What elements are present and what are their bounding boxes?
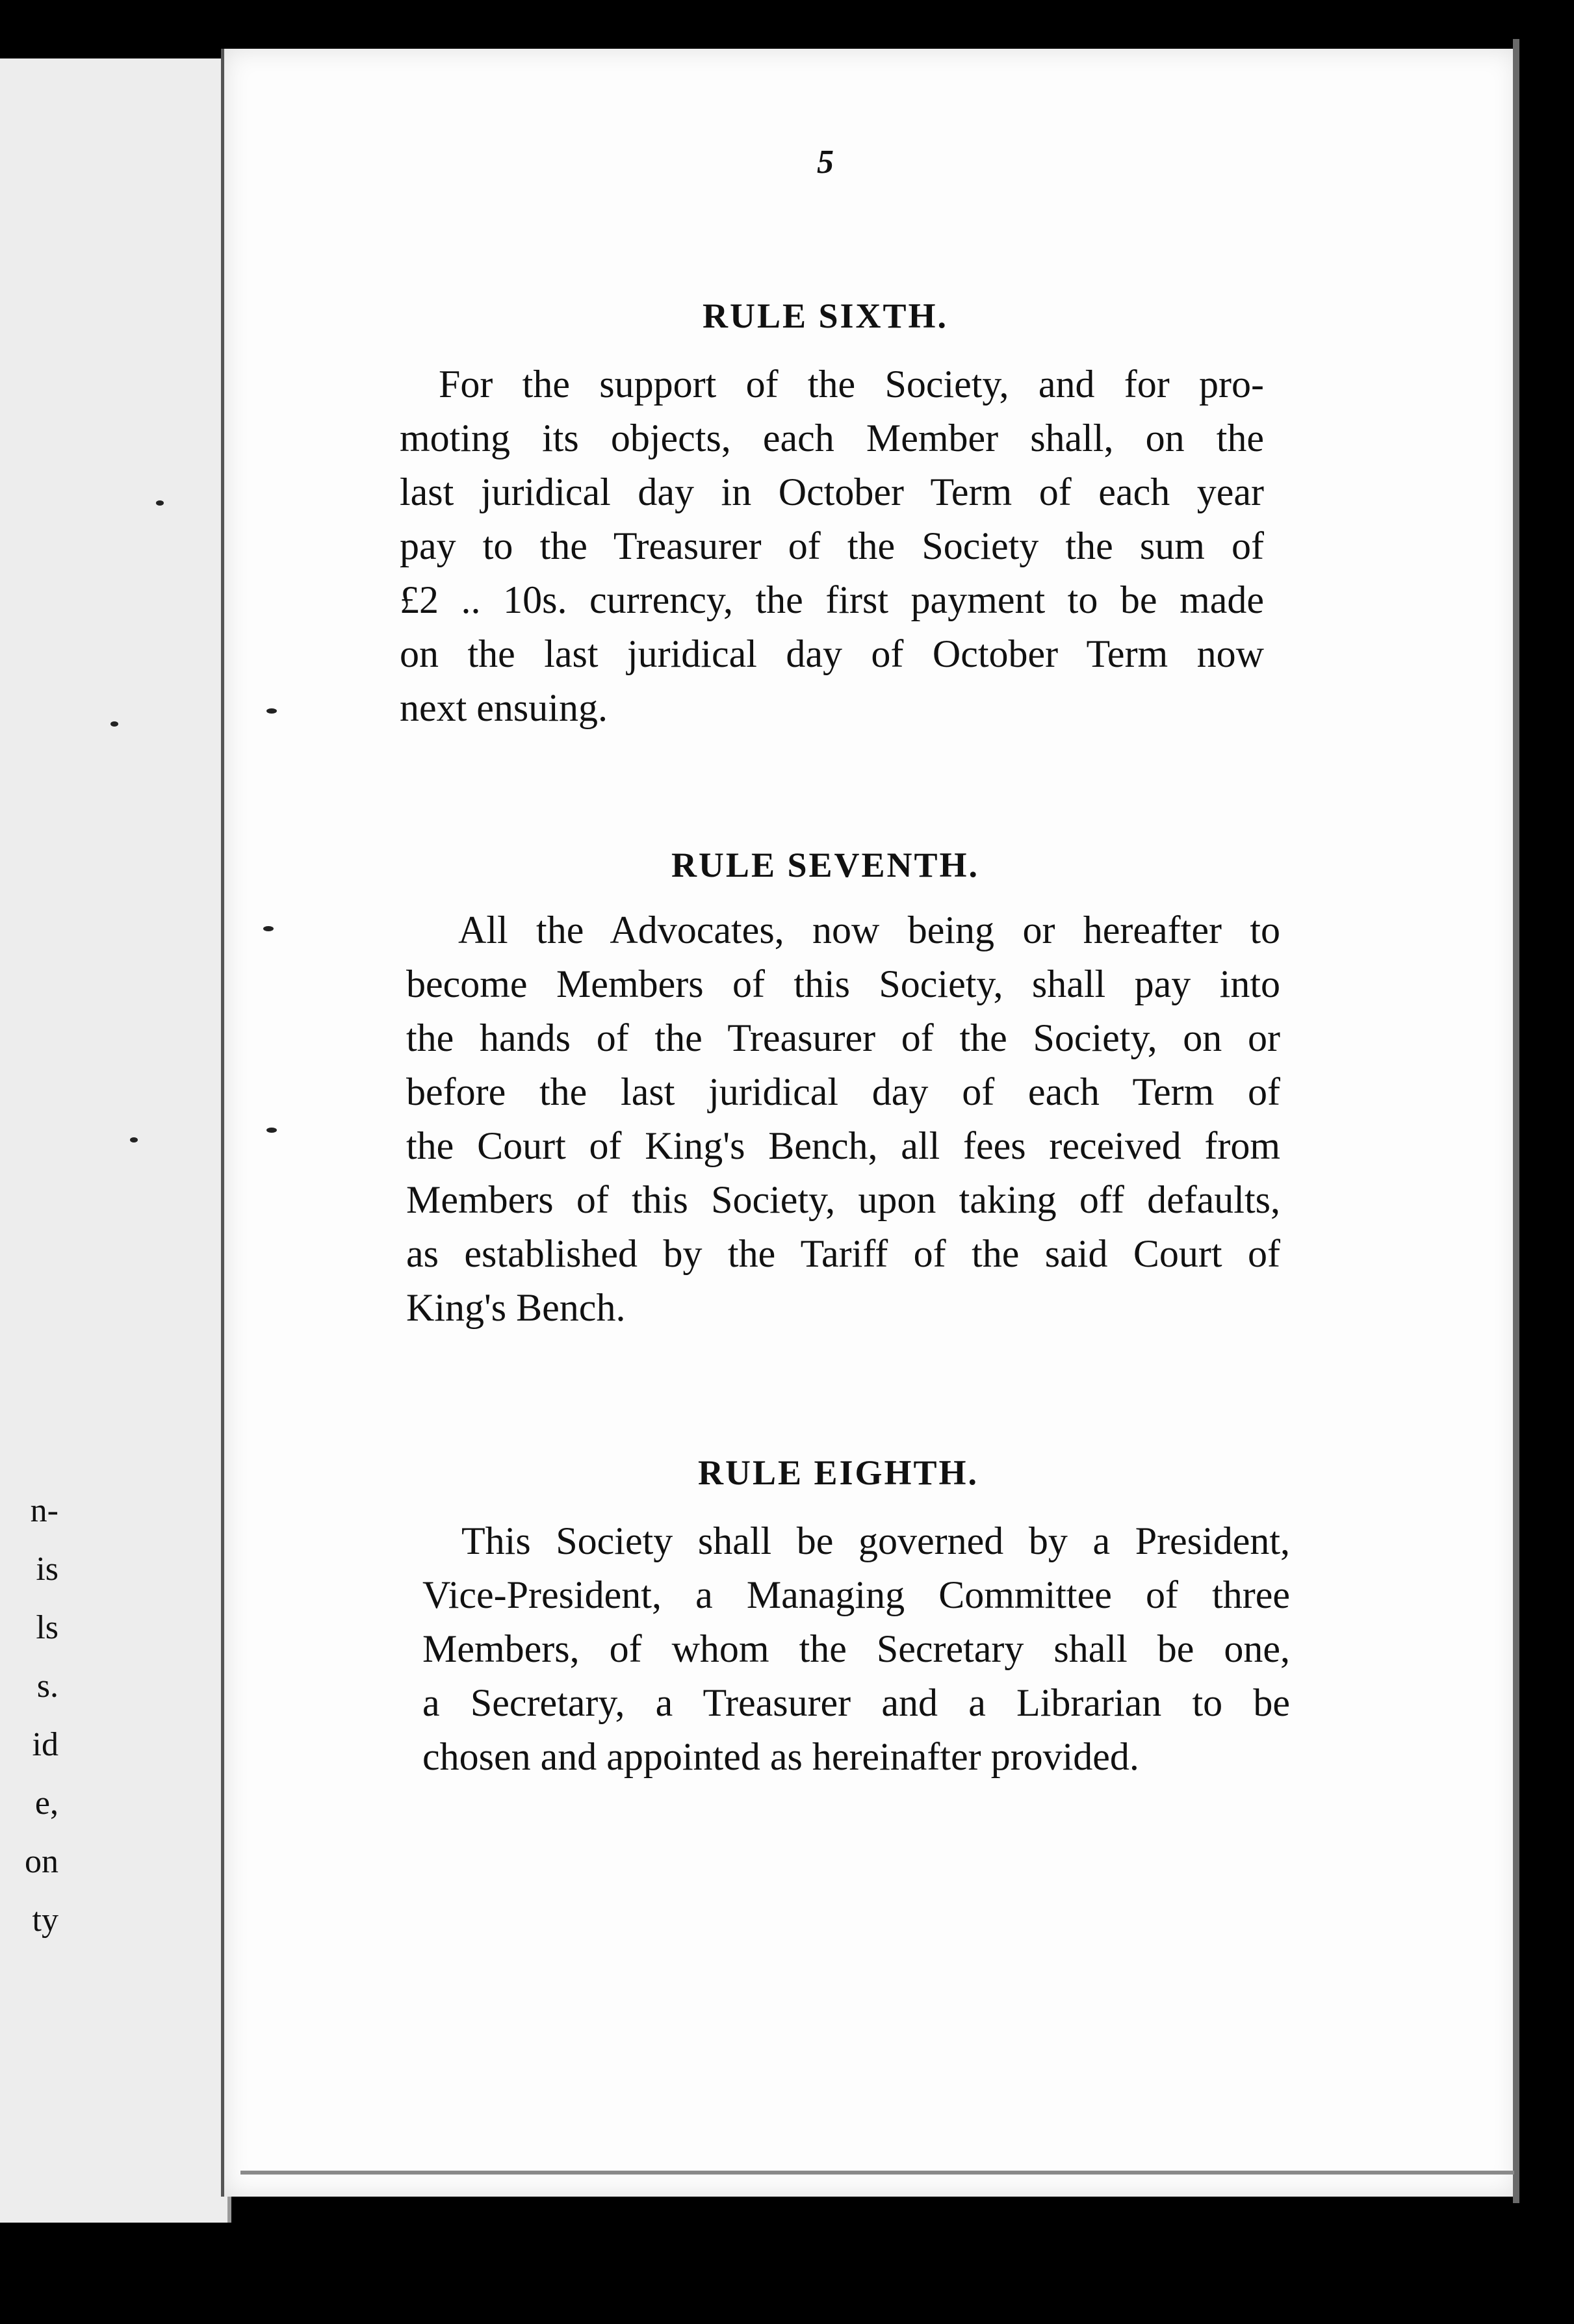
rule-seventh-body — [406, 903, 1280, 1335]
text-line: £2 .. 10s. currency, the first payment to be made — [400, 578, 1264, 621]
ink-speck — [263, 926, 274, 931]
ink-speck — [156, 500, 164, 506]
text-line: as established by the Tariff of the said Court of — [406, 1232, 1280, 1275]
page-right-edge — [1513, 39, 1519, 2203]
fragment: e, — [34, 1785, 58, 1822]
text-line: All the Advocates, now being or hereafter to — [458, 909, 1280, 951]
text-line: on the last juridical day of October Term now — [400, 632, 1264, 675]
fragment: ls — [36, 1609, 58, 1646]
text-line: moting its objects, each Member shall, on the — [400, 417, 1264, 459]
text-line: This Society shall be governed by a President, — [461, 1519, 1290, 1562]
ink-speck — [130, 1137, 138, 1143]
page-number: 5 — [817, 144, 834, 181]
text-line: the Court of King's Bench, all fees received from — [406, 1124, 1280, 1167]
text-line: before the last juridical day of each Term of — [406, 1070, 1280, 1113]
rule-seventh-heading: RULE SEVENTH. — [671, 846, 980, 884]
text-line: next ensuing. — [400, 686, 608, 729]
text-line: pay to the Treasurer of the Society the sum of — [400, 524, 1264, 567]
text-line: chosen and appointed as hereinafter provided. — [422, 1735, 1139, 1778]
text-line: For the support of the Society, and for pro- — [439, 363, 1264, 406]
text-line: Members of this Society, upon taking off defaults, — [406, 1178, 1280, 1221]
ink-speck — [266, 708, 277, 714]
fragment: n- — [30, 1492, 58, 1529]
text-line: King's Bench. — [406, 1286, 626, 1329]
text-line: the hands of the Treasurer of the Society, on or — [406, 1016, 1280, 1059]
fragment: id — [32, 1726, 58, 1763]
fragment: ty — [32, 1902, 58, 1939]
page-bottom-edge — [240, 2171, 1514, 2175]
rule-sixth-heading: RULE SIXTH. — [702, 296, 949, 335]
text-line: Vice-President, a Managing Committee of three — [422, 1573, 1290, 1616]
text-line: become Members of this Society, shall pay into — [406, 962, 1280, 1005]
fragment: on — [25, 1843, 58, 1880]
left-page-text-fragments — [0, 1482, 58, 1950]
ink-speck — [110, 721, 118, 727]
fragment: s. — [36, 1668, 58, 1705]
rule-sixth-body — [400, 357, 1264, 735]
left-facing-page — [0, 58, 231, 2223]
rule-eighth-heading: RULE EIGHTH. — [697, 1453, 979, 1492]
text-line: a Secretary, a Treasurer and a Librarian to be — [422, 1681, 1290, 1724]
fragment: is — [36, 1551, 58, 1588]
rule-eighth-body — [422, 1514, 1290, 1784]
text-line: last juridical day in October Term of each year — [400, 471, 1264, 513]
ink-speck — [266, 1128, 277, 1133]
text-line: Members, of whom the Secretary shall be one, — [422, 1627, 1290, 1670]
